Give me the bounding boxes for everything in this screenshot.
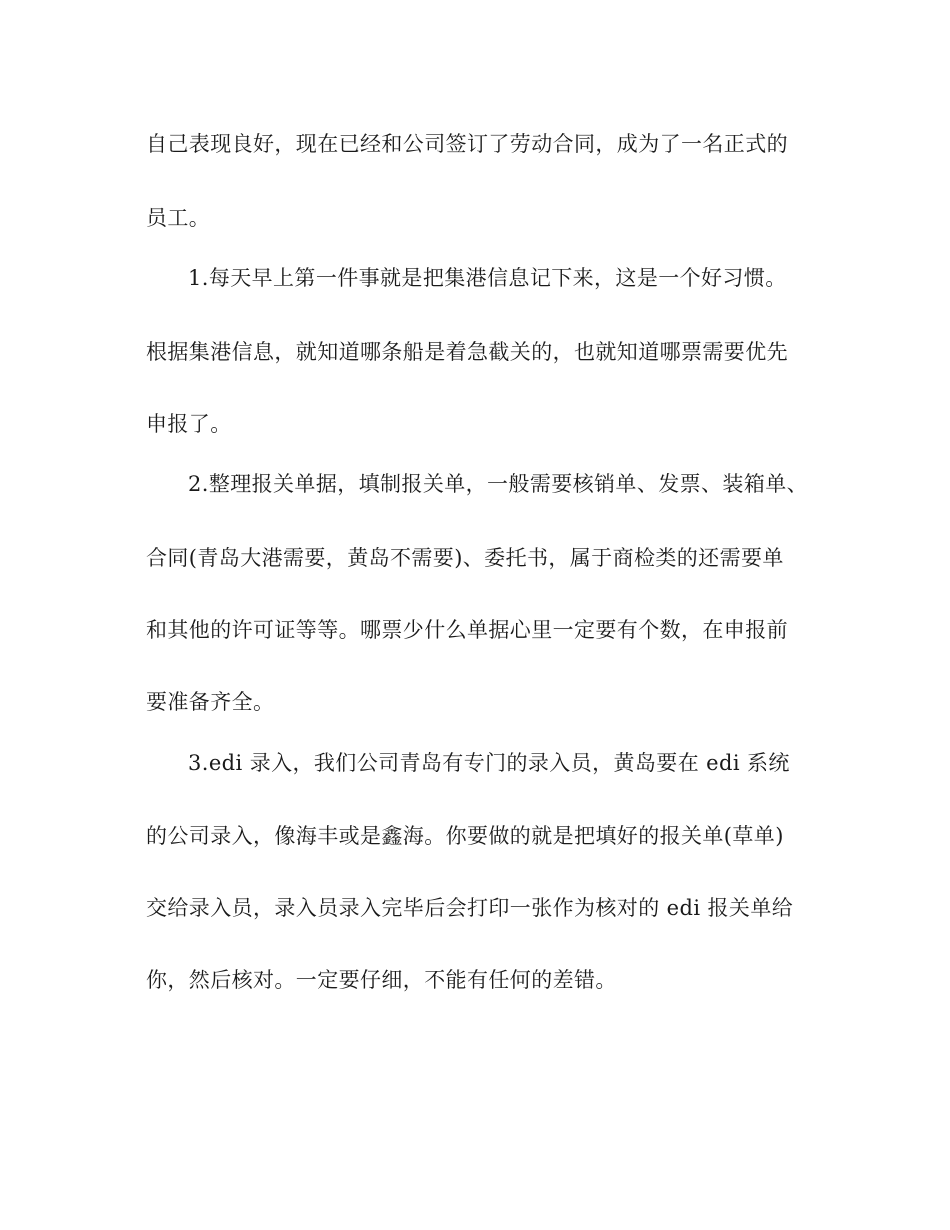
- list-item-2-line-3: 和其他的许可证等等。哪票少什么单据心里一定要有个数，在申报前: [146, 618, 788, 642]
- list-item-2-line-4: 要准备齐全。: [146, 690, 275, 714]
- list-item-3-line-3: 交给录入员，录入员录入完毕后会打印一张作为核对的 edi 报关单给: [146, 896, 794, 920]
- paragraph-line-2: 员工。: [146, 206, 211, 230]
- list-item-3-line-1: 3.edi 录入，我们公司青岛有专门的录入员，黄岛要在 edi 系统: [188, 751, 790, 775]
- list-item-1-line-1: 1.每天早上第一件事就是把集港信息记下来，这是一个好习惯。: [188, 266, 787, 290]
- paragraph-line-1: 自己表现良好，现在已经和公司签订了劳动合同，成为了一名正式的: [146, 132, 788, 156]
- list-item-1-line-3: 申报了。: [146, 412, 232, 436]
- list-item-2-line-1: 2.整理报关单据，填制报关单，一般需要核销单、发票、装箱单、: [188, 472, 809, 496]
- list-item-1-line-2: 根据集港信息，就知道哪条船是着急截关的，也就知道哪票需要优先: [146, 340, 788, 364]
- list-item-3-line-4: 你，然后核对。一定要仔细，不能有任何的差错。: [146, 968, 617, 992]
- list-item-3-line-2: 的公司录入，像海丰或是鑫海。你要做的就是把填好的报关单(草单): [146, 824, 784, 848]
- list-item-2-line-2: 合同(青岛大港需要，黄岛不需要)、委托书，属于商检类的还需要单: [146, 546, 784, 570]
